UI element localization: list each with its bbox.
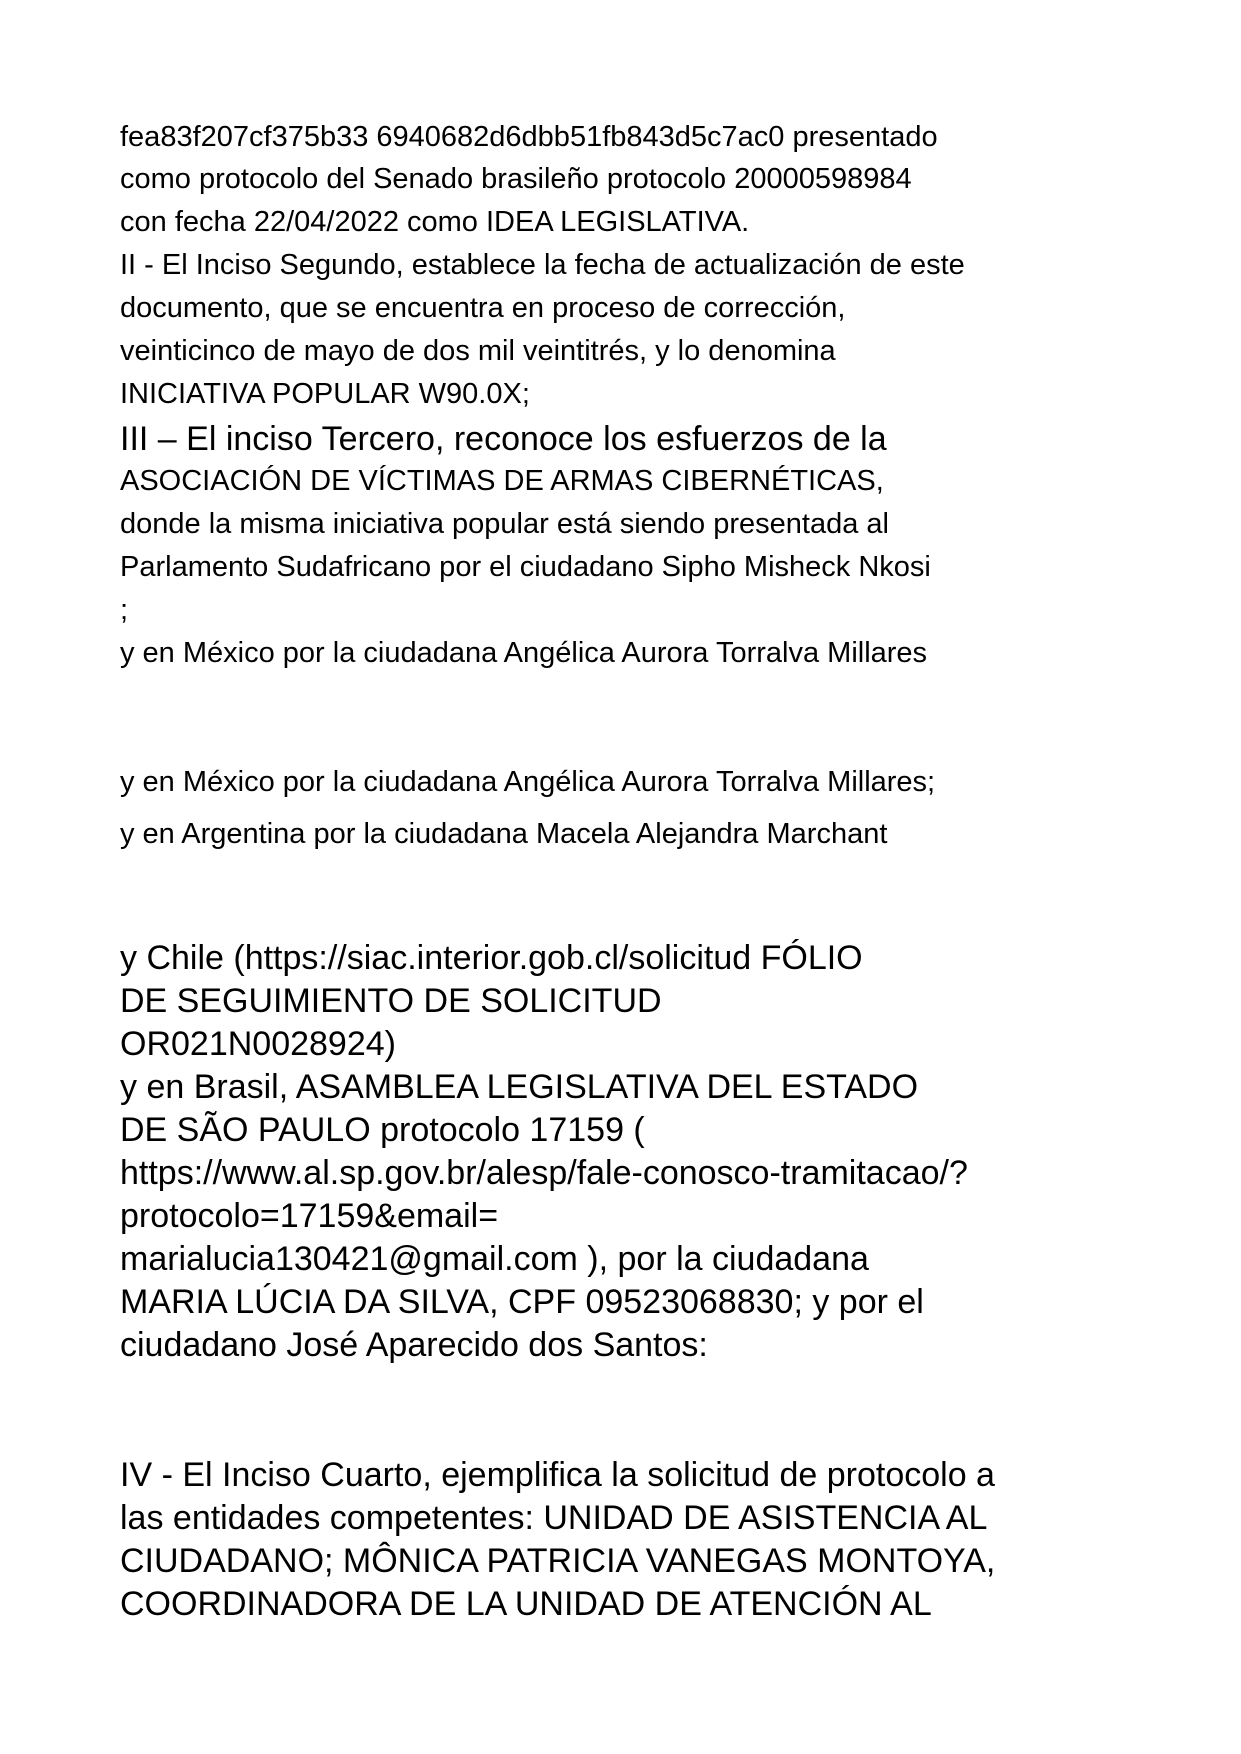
text-line: CIUDADANO; MÔNICA PATRICIA VANEGAS MONTOYA, [120, 1542, 996, 1580]
text-line: y en Argentina por la ciudadana Macela Alejandra Marchant [120, 818, 888, 850]
text-line: Parlamento Sudafricano por el ciudadano Sipho Misheck Nkosi [120, 551, 931, 583]
text-line: protocolo=17159&email= [120, 1197, 499, 1235]
text-line: COORDINADORA DE LA UNIDAD DE ATENCIÓN AL [120, 1585, 932, 1623]
text-line: ; [120, 594, 129, 626]
text-line: INICIATIVA POPULAR W90.0X; [120, 378, 530, 410]
text-line: ASOCIACIÓN DE VÍCTIMAS DE ARMAS CIBERNÉTICAS, [120, 465, 884, 497]
text-line: con fecha 22/04/2022 como IDEA LEGISLATIVA. [120, 206, 750, 238]
text-line: y en México por la ciudadana Angélica Aurora Torralva Millares [120, 637, 928, 669]
text-line: fea83f207cf375b33 6940682d6dbb51fb843d5c7ac0 presentado [120, 121, 938, 153]
text-line: y en Brasil, ASAMBLEA LEGISLATIVA DEL ESTADO [120, 1068, 919, 1106]
text-line: DE SÃO PAULO protocolo 17159 ( [120, 1111, 645, 1149]
text-line: y Chile (https://siac.interior.gob.cl/solicitud FÓLIO [120, 939, 863, 977]
text-line: MARIA LÚCIA DA SILVA, CPF 09523068830; y por el [120, 1283, 924, 1321]
text-line: https://www.al.sp.gov.br/alesp/fale-conosco-tramitacao/? [120, 1154, 968, 1192]
text-line: IV - El Inciso Cuarto, ejemplifica la solicitud de protocolo a [120, 1456, 995, 1494]
text-line: y en México por la ciudadana Angélica Aurora Torralva Millares; [120, 766, 936, 798]
text-line: III – El inciso Tercero, reconoce los esfuerzos de la [120, 420, 887, 458]
text-line: donde la misma iniciativa popular está siendo presentada al [120, 508, 889, 540]
text-line: las entidades competentes: UNIDAD DE ASISTENCIA AL [120, 1499, 988, 1537]
text-line: OR021N0028924) [120, 1025, 396, 1063]
text-line: ciudadano José Aparecido dos Santos: [120, 1326, 708, 1364]
text-line: II - El Inciso Segundo, establece la fecha de actualización de este [120, 249, 965, 281]
text-line: documento, que se encuentra en proceso de corrección, [120, 292, 846, 324]
text-line: marialucia130421@gmail.com ), por la ciudadana [120, 1240, 869, 1278]
text-line: como protocolo del Senado brasileño protocolo 20000598984 [120, 163, 912, 195]
text-line: veinticinco de mayo de dos mil veintitrés, y lo denomina [120, 335, 836, 367]
text-line: DE SEGUIMIENTO DE SOLICITUD [120, 982, 662, 1020]
